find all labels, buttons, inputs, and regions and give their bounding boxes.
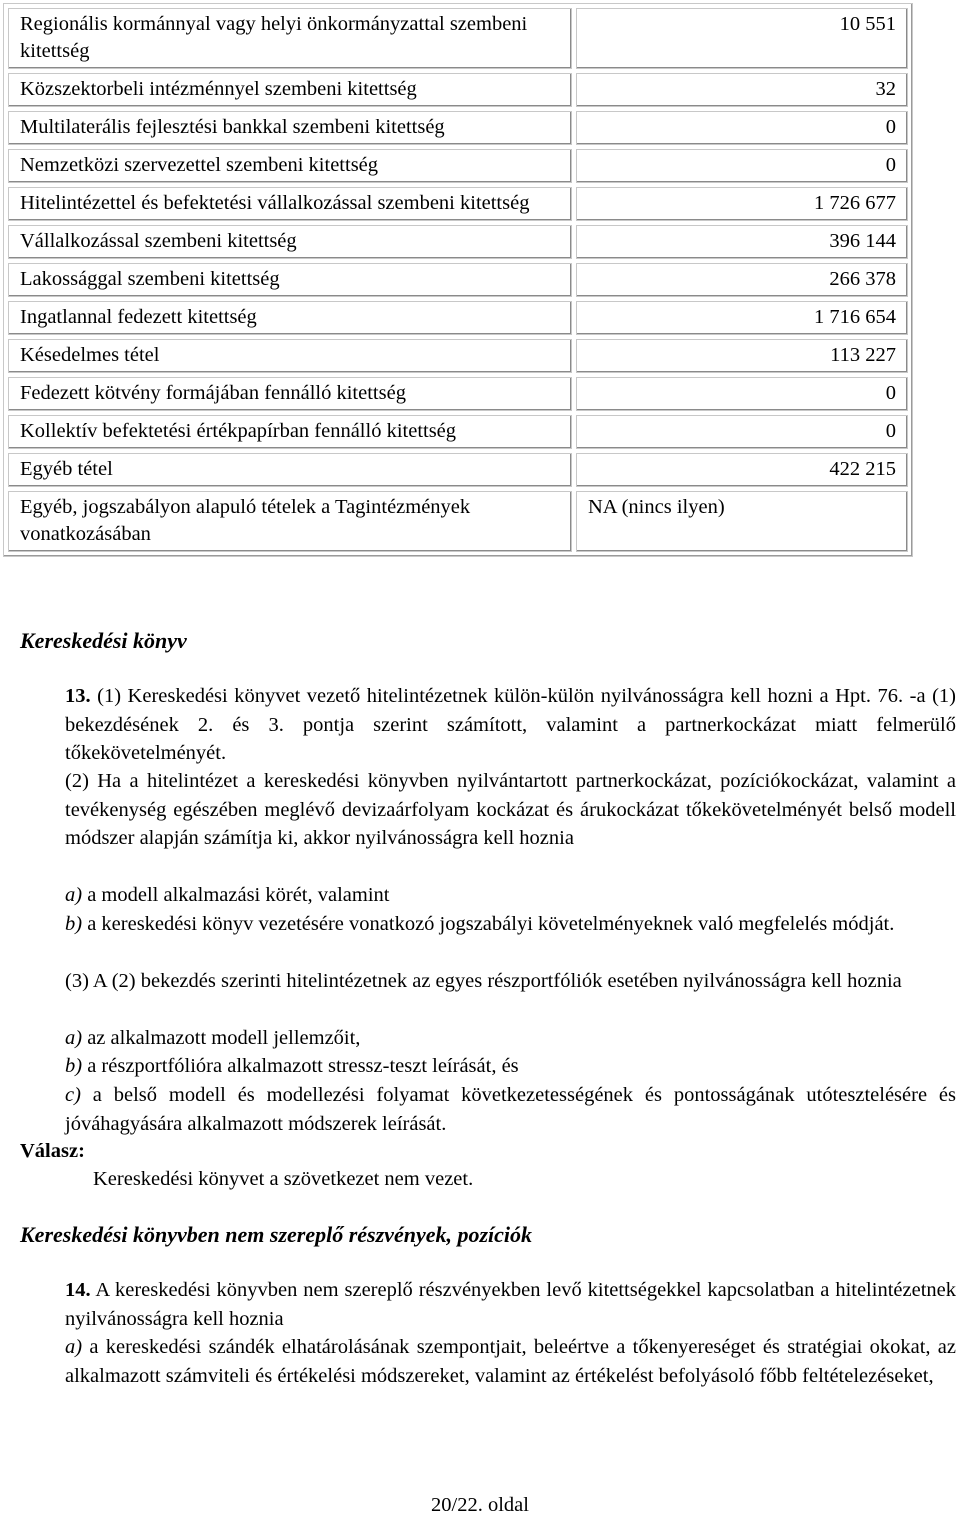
table-row: [8, 301, 908, 335]
row-label: Vállalkozással szembeni kitettség: [8, 225, 572, 259]
table-row: [8, 73, 908, 107]
row-label: Késedelmes tétel: [8, 339, 572, 373]
row-label: Fedezett kötvény formájában fennálló kitettség: [8, 377, 572, 411]
row-label: Nemzetközi szervezettel szembeni kitettség: [8, 149, 572, 183]
paragraph-13-3-c: [65, 1081, 956, 1138]
row-value: 0: [576, 377, 908, 411]
table-row: [8, 491, 908, 552]
paragraph-14: [65, 1276, 956, 1333]
table-row: [8, 339, 908, 373]
item-mark-c: c): [65, 1084, 81, 1106]
row-value: 113 227: [576, 339, 908, 373]
paragraph-13-2-b: [65, 910, 956, 939]
page-number: 20/22. oldal: [431, 1494, 529, 1516]
paragraph-number-13: 13.: [65, 685, 91, 707]
item-text-2b: a kereskedési könyv vezetésére vonatkozó jogszabályi követelményeknek való megfelelés módját.: [82, 913, 895, 935]
table-row: [8, 8, 908, 69]
paragraph-13-2: (2) Ha a hitelintézet a kereskedési könyvben nyilvántartott partnerkockázat, pozíciókockázat, valamint a tevékenység egészében meglévő devizaárfolyam kockázat és árukockázat tőkekövetelményét belső modell módszer alapján számítja ki, akkor nyilvánosságra kell hoznia: [65, 770, 956, 849]
item-mark-a: a): [65, 884, 83, 906]
item-mark-b: b): [65, 1055, 83, 1077]
row-label: Lakossággal szembeni kitettség: [8, 263, 572, 297]
item-text-3c: a belső modell és modellezési folyamat következetességének és pontosságának utótesztelésére és jóváhagyására alkalmazott módszerek leírását.: [65, 1084, 956, 1135]
paragraph-13-text: (1) Kereskedési könyvet vezető hitelintézetnek külön-külön nyilvánosságra kell hozni a Hpt. 76. -a (1) bekezdésének 2. és 3. pontja szerint számított, valamint a partnerkockázat miatt felmerülő tőkekövetelményét.: [65, 685, 956, 764]
row-value: 266 378: [576, 263, 908, 297]
row-label: Kollektív befektetési értékpapírban fennálló kitettség: [8, 415, 572, 449]
row-value: 422 215: [576, 453, 908, 487]
row-label: Közszektorbeli intézménnyel szembeni kitettség: [8, 73, 572, 107]
item-mark-a: a): [65, 1336, 83, 1358]
exposure-table: [3, 3, 913, 557]
paragraph-13-3: (3) A (2) bekezdés szerinti hitelintézetnek az egyes részportfóliók esetében nyilvánosságra kell hoznia: [65, 970, 902, 992]
row-label: Hitelintézettel és befektetési vállalkozással szembeni kitettség: [8, 187, 572, 221]
table-row: [8, 263, 908, 297]
row-label: Multilaterális fejlesztési bankkal szembeni kitettség: [8, 111, 572, 145]
paragraph-13: [65, 682, 956, 768]
table-row: [8, 111, 908, 145]
table-row: [8, 187, 908, 221]
row-label: Ingatlannal fedezett kitettség: [8, 301, 572, 335]
paragraph-13-3-a: [65, 1024, 956, 1053]
table-body: [8, 8, 908, 552]
row-value: 0: [576, 111, 908, 145]
item-mark-a: a): [65, 1027, 83, 1049]
table-row: [8, 415, 908, 449]
paragraph-number-14: 14.: [65, 1279, 91, 1301]
section-title-trading-book: Kereskedési könyv: [20, 628, 187, 653]
item-mark-b: b): [65, 913, 83, 935]
row-value: 396 144: [576, 225, 908, 259]
table-row: [8, 453, 908, 487]
answer-text: Kereskedési könyvet a szövetkezet nem vezet.: [93, 1168, 474, 1190]
section-title-non-trading: Kereskedési könyvben nem szereplő részvények, pozíciók: [20, 1222, 533, 1247]
item-text-3a: az alkalmazott modell jellemzőit,: [82, 1027, 361, 1049]
table-row: [8, 149, 908, 183]
row-value: 10 551: [576, 8, 908, 69]
paragraph-13-3-b: [65, 1052, 956, 1081]
row-value: 0: [576, 149, 908, 183]
row-value: 0: [576, 415, 908, 449]
row-label: Regionális kormánnyal vagy helyi önkormányzattal szembeni kitettség: [8, 8, 572, 69]
answer-label: Válasz:: [20, 1140, 85, 1162]
paragraph-13-2-a: [65, 881, 956, 910]
table-row: [8, 377, 908, 411]
row-value: 1 726 677: [576, 187, 908, 221]
item-text-2a: a modell alkalmazási körét, valamint: [82, 884, 390, 906]
row-value: 1 716 654: [576, 301, 908, 335]
row-value: NA (nincs ilyen): [576, 491, 908, 552]
row-label: Egyéb tétel: [8, 453, 572, 487]
table-row: [8, 225, 908, 259]
paragraph-14-a: [65, 1333, 956, 1390]
paragraph-14-text: A kereskedési könyvben nem szereplő részvényekben levő kitettségekkel kapcsolatban a hitelintézetnek nyilvánosságra kell hoznia: [65, 1279, 956, 1330]
item-text-3b: a részportfólióra alkalmazott stressz-teszt leírását, és: [82, 1055, 519, 1077]
row-value: 32: [576, 73, 908, 107]
item-text-14a: a kereskedési szándék elhatárolásának szempontjait, beleértve a tőkenyereséget és stratégiai okokat, az alkalmazott számviteli és értékelési módszereket, valamint az értékelést befolyásoló főbb feltételezéseket,: [65, 1336, 956, 1387]
row-label: Egyéb, jogszabályon alapuló tételek a Tagintézmények vonatkozásában: [8, 491, 572, 552]
